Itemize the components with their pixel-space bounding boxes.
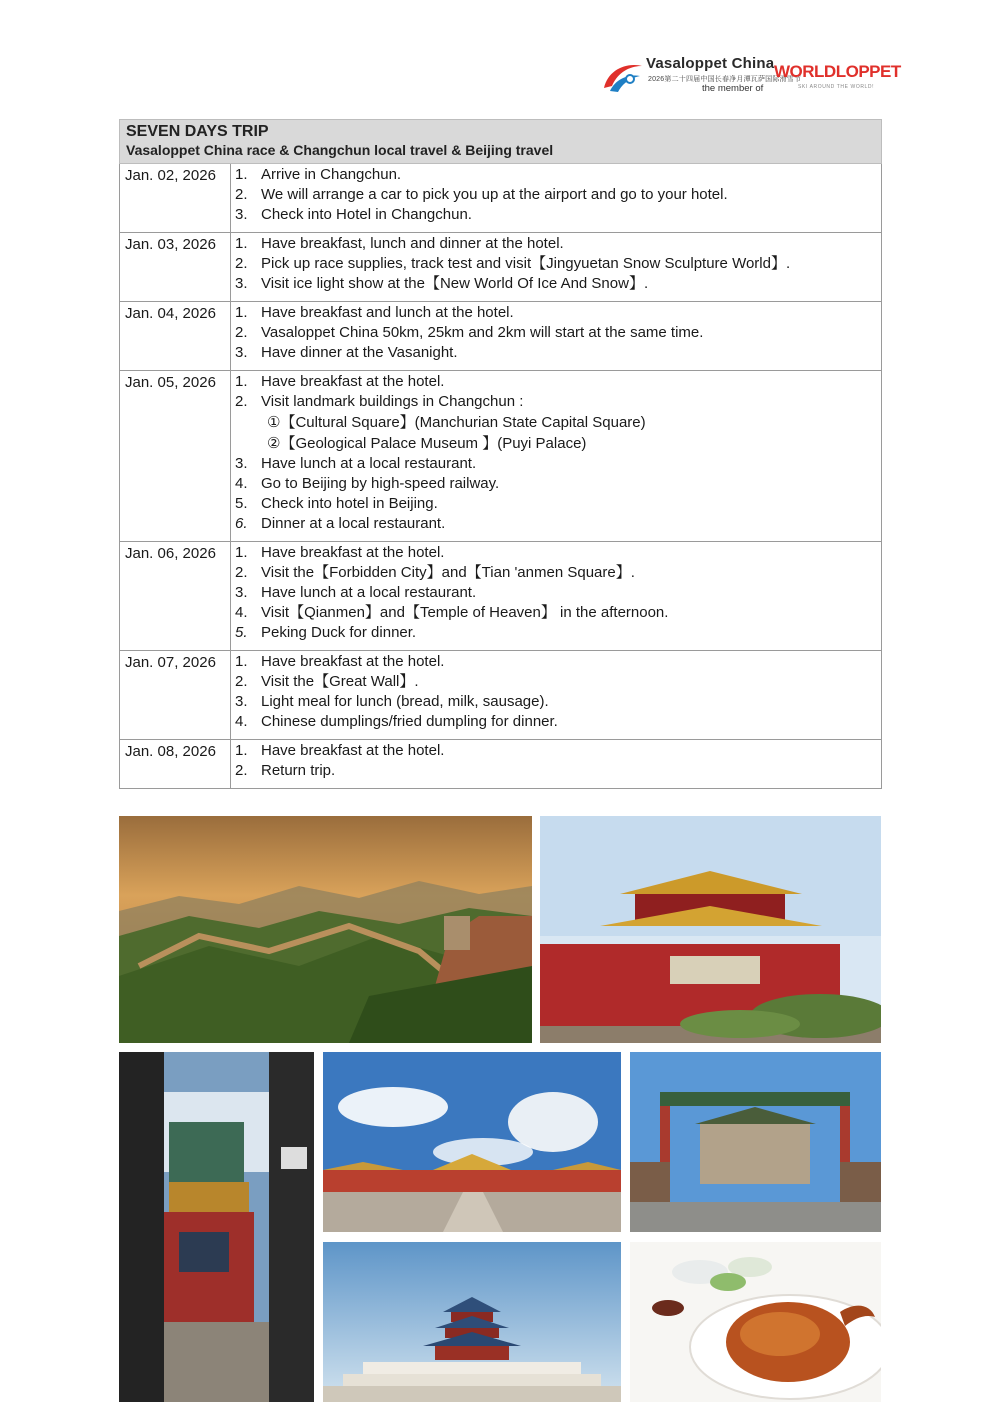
- activity-text: Have lunch at a local restaurant.: [261, 584, 477, 601]
- activity-item: [235, 514, 881, 534]
- activity-sub-item: ②【Geological Palace Museum 】(Puyi Palace): [267, 435, 587, 452]
- day-activities: [231, 371, 882, 542]
- activity-item: [235, 454, 881, 474]
- activity-number: 3.: [235, 275, 248, 292]
- activity-text: Have breakfast and lunch at the hotel.: [261, 304, 514, 321]
- day-activities: [231, 651, 882, 740]
- activity-item: [235, 741, 881, 761]
- activity-number: 2.: [235, 564, 248, 581]
- activity-number: 2.: [235, 393, 248, 410]
- day-date: Jan. 04, 2026: [120, 302, 231, 371]
- day-activities: [231, 740, 882, 789]
- worldloppet-logo: WORLDLOPPET: [774, 62, 901, 81]
- activity-item: [235, 692, 881, 712]
- activity-number: 1.: [235, 166, 248, 183]
- day-activities: [231, 542, 882, 651]
- activity-item: [235, 185, 881, 205]
- activity-number: 3.: [235, 693, 248, 710]
- member-text: the member of: [702, 83, 764, 94]
- activity-number: 3.: [235, 206, 248, 223]
- day-date: Jan. 08, 2026: [120, 740, 231, 789]
- activity-text: Have breakfast at the hotel.: [261, 653, 445, 670]
- activity-number: 1.: [235, 304, 248, 321]
- day-date: Jan. 07, 2026: [120, 651, 231, 740]
- activity-item: [235, 583, 881, 603]
- day-activities: [231, 233, 882, 302]
- peking-duck-photo: [630, 1242, 881, 1402]
- great-wall-photo: [119, 816, 532, 1043]
- activity-number: 2.: [235, 186, 248, 203]
- day-row: [120, 233, 882, 302]
- brand-subtitle: 2026第二十四届中国长春净月潭瓦萨国际滑雪节: [648, 76, 802, 83]
- day-row: [120, 302, 882, 371]
- day-row: [120, 371, 882, 542]
- activity-item: [235, 234, 881, 254]
- vasaloppet-swoosh-logo: [600, 58, 644, 94]
- activity-text: Visit【Qianmen】and【Temple of Heaven】 in the afternoon.: [261, 604, 669, 621]
- day-row: [120, 164, 882, 233]
- activity-item: [235, 652, 881, 672]
- activity-number: 2.: [235, 762, 248, 779]
- day-activities: [231, 164, 882, 233]
- activity-text: Have breakfast at the hotel.: [261, 373, 445, 390]
- activity-number: 3.: [235, 344, 248, 361]
- activity-item: [235, 712, 881, 732]
- activity-number: 4.: [235, 604, 248, 621]
- activity-number: 5.: [235, 624, 248, 641]
- activity-item: [235, 474, 881, 494]
- qianmen-gate-photo: [630, 1052, 881, 1232]
- activity-number: 5.: [235, 495, 248, 512]
- activity-text: Have breakfast at the hotel.: [261, 544, 445, 561]
- forbidden-city-photo: [323, 1052, 621, 1232]
- activity-text: Check into Hotel in Changchun.: [261, 206, 472, 223]
- activity-text: Arrive in Changchun.: [261, 166, 402, 183]
- activity-number: 1.: [235, 373, 248, 390]
- activity-text: Visit landmark buildings in Changchun :: [261, 393, 524, 410]
- activity-number: 6.: [235, 515, 248, 532]
- activity-text: Chinese dumplings/fried dumpling for dinner.: [261, 713, 558, 730]
- activity-number: 2.: [235, 673, 248, 690]
- activity-number: 1.: [235, 653, 248, 670]
- activity-sub-item: ①【Cultural Square】(Manchurian State Capital Square): [267, 414, 646, 431]
- day-row: [120, 740, 882, 789]
- activity-item: [235, 494, 881, 514]
- day-row: [120, 542, 882, 651]
- day-row: [120, 651, 882, 740]
- activity-item: [235, 274, 881, 294]
- activity-item: [235, 343, 881, 363]
- activity-item: [235, 563, 881, 583]
- brand-title: Vasaloppet China: [646, 55, 775, 72]
- activity-item: [235, 392, 881, 412]
- worldloppet-tagline: SKI AROUND THE WORLD!: [798, 84, 875, 90]
- activity-number: 1.: [235, 235, 248, 252]
- activity-text: Have lunch at a local restaurant.: [261, 455, 477, 472]
- activity-item: [235, 543, 881, 563]
- day-activities: [231, 302, 882, 371]
- activity-item: [235, 303, 881, 323]
- activity-number: 4.: [235, 475, 248, 492]
- trip-title: SEVEN DAYS TRIP: [126, 123, 269, 140]
- itinerary-table: [119, 119, 882, 789]
- activity-text: Peking Duck for dinner.: [261, 624, 417, 641]
- title-cell: [120, 120, 882, 164]
- activity-number: 2.: [235, 255, 248, 272]
- activity-text: Have breakfast, lunch and dinner at the hotel.: [261, 235, 564, 252]
- activity-item: [235, 603, 881, 623]
- activity-item: [235, 205, 881, 225]
- activity-item: [235, 165, 881, 185]
- activity-number: 4.: [235, 713, 248, 730]
- activity-item: [235, 761, 881, 781]
- activity-text: Check into hotel in Beijing.: [261, 495, 438, 512]
- activity-text: Visit the【Forbidden City】and【Tian 'anmen Square】.: [261, 564, 635, 581]
- activity-text: Have breakfast at the hotel.: [261, 742, 445, 759]
- day-date: Jan. 02, 2026: [120, 164, 231, 233]
- header-logos: [596, 50, 901, 100]
- activity-item: [235, 372, 881, 392]
- activity-number: 3.: [235, 584, 248, 601]
- activity-text: We will arrange a car to pick you up at the airport and go to your hotel.: [261, 186, 728, 203]
- activity-text: Visit ice light show at the【New World Of Ice And Snow】.: [261, 275, 649, 292]
- day-date: Jan. 03, 2026: [120, 233, 231, 302]
- activity-item: [235, 323, 881, 343]
- activity-text: Return trip.: [261, 762, 336, 779]
- activity-number: 2.: [235, 324, 248, 341]
- tiananmen-photo: [540, 816, 881, 1043]
- activity-item: [235, 254, 881, 274]
- activity-text: Vasaloppet China 50km, 25km and 2km will start at the same time.: [261, 324, 704, 341]
- day-date: Jan. 06, 2026: [120, 542, 231, 651]
- activity-text: Light meal for lunch (bread, milk, sausage).: [261, 693, 549, 710]
- hutong-street-photo: [119, 1052, 314, 1402]
- activity-text: Go to Beijing by high-speed railway.: [261, 475, 500, 492]
- activity-item: [235, 623, 881, 643]
- title-row: [120, 120, 882, 164]
- trip-subtitle: Vasaloppet China race & Changchun local travel & Beijing travel: [126, 142, 554, 158]
- activity-item: [235, 672, 881, 692]
- activity-number: 1.: [235, 544, 248, 561]
- activity-text: Visit the【Great Wall】.: [261, 673, 419, 690]
- temple-of-heaven-photo: [323, 1242, 621, 1402]
- activity-text: Have dinner at the Vasanight.: [261, 344, 458, 361]
- activity-number: 3.: [235, 455, 248, 472]
- activity-text: Pick up race supplies, track test and visit【Jingyuetan Snow Sculpture World】.: [261, 255, 791, 272]
- activity-text: Dinner at a local restaurant.: [261, 515, 446, 532]
- day-date: Jan. 05, 2026: [120, 371, 231, 542]
- activity-number: 1.: [235, 742, 248, 759]
